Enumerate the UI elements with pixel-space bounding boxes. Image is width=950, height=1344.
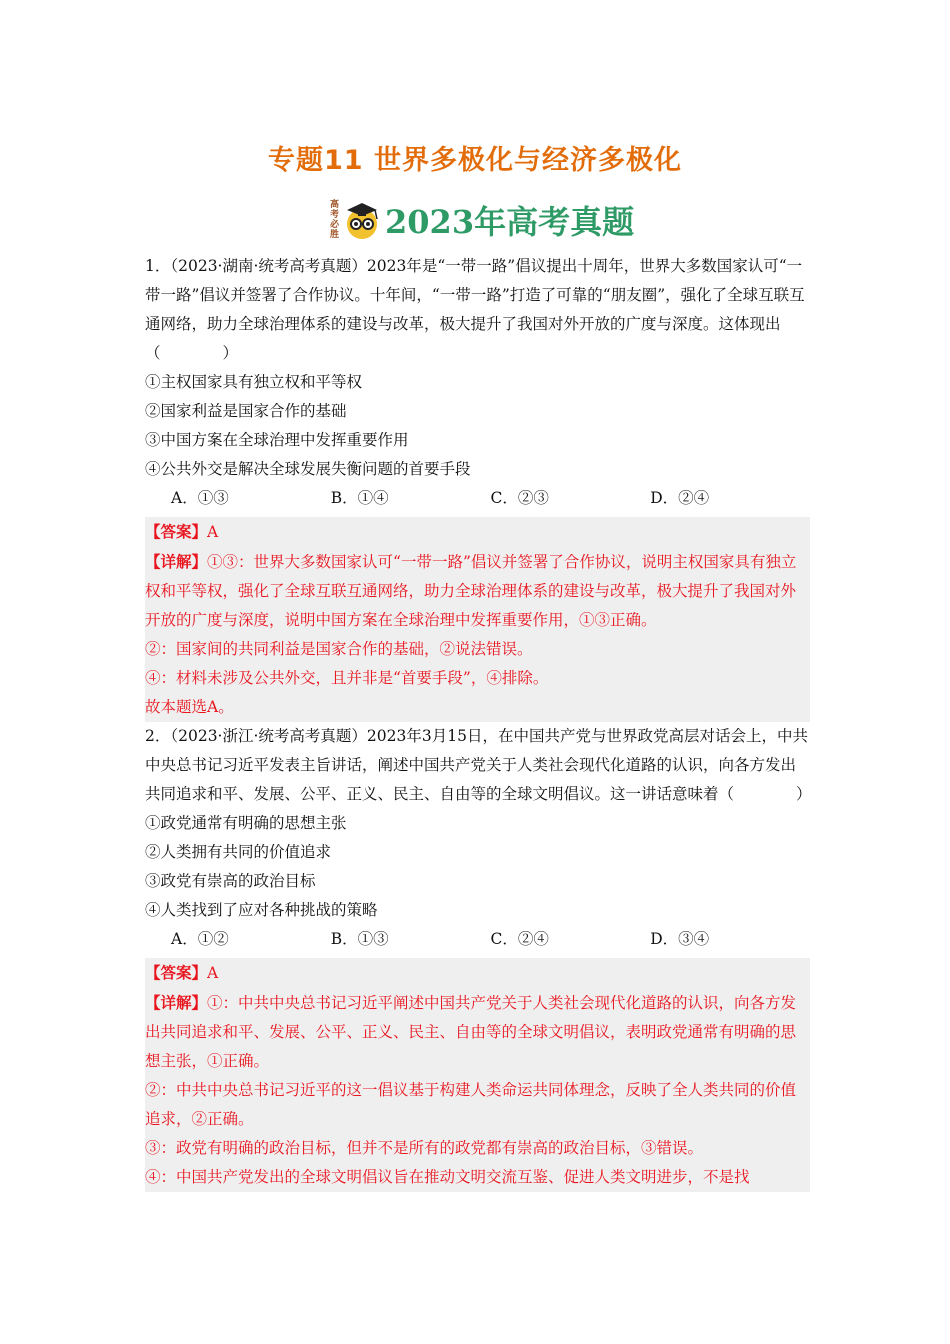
question-1	[145, 252, 810, 722]
statement-option: ②人类拥有共同的价值追求	[145, 843, 332, 861]
statement-option: ③政党有崇高的政治目标	[145, 872, 316, 890]
choice-d: D．③④	[650, 930, 710, 948]
explanation-text: ③：政党有明确的政治目标，但并不是所有的政党都有崇高的政治目标，③错误。	[145, 1139, 704, 1157]
answer-label: 【答案】	[145, 963, 208, 982]
explanation-label: 【详解】	[145, 552, 208, 571]
explanation-line	[145, 547, 810, 635]
exam-banner	[330, 196, 634, 244]
answer-choices	[145, 484, 810, 513]
explanation-text: 故本题选A。	[145, 698, 234, 716]
choice-a: A．①②	[171, 930, 229, 948]
choice-c: C．②④	[490, 930, 549, 948]
choice-b: B．①③	[330, 930, 389, 948]
question-2	[145, 722, 810, 1192]
document-title: 专题11 世界多极化与经济多极化	[268, 145, 682, 176]
explanation-line	[145, 988, 810, 1076]
explanation-text: ①：中共中央总书记习近平阐述中国共产党关于人类社会现代化道路的认识，向各方发出共同追求和平、发展、公平、正义、民主、自由等的全球文明倡议，表明政党通常有明确的思想主张，①正确。	[145, 994, 797, 1070]
answer-line	[145, 958, 810, 988]
statement-option: ①主权国家具有独立权和平等权	[145, 373, 363, 391]
statement-option: ②国家利益是国家合作的基础	[145, 402, 347, 420]
statement-option: ④公共外交是解决全球发展失衡问题的首要手段	[145, 460, 471, 478]
answer-line	[145, 517, 810, 547]
answer-choices	[145, 925, 810, 954]
explanation-text: ②：国家间的共同利益是国家合作的基础，②说法错误。	[145, 640, 533, 658]
statement-option: ①政党通常有明确的思想主张	[145, 814, 347, 832]
choice-d: D．②④	[650, 489, 710, 507]
question-stem: 2．（2023·浙江·统考高考真题）2023年3月15日，在中国共产党与世界政党高层对话会上，中共中央总书记习近平发表主旨讲话，阐述中国共产党关于人类社会现代化道路的认识，向各方发出共同追求和平、发展、公平、正义、民主、自由等的全球文明倡议。这一讲话意味着（ ）	[145, 727, 812, 803]
question-stem: 1．（2023·湖南·统考高考真题）2023年是“一带一路”倡议提出十周年，世界大多数国家认可“一带一路”倡议并签署了合作协议。十年间，“一带一路”打造了可靠的“朋友圈”，强化了全球互联互通网络，助力全球治理体系的建设与改革，极大提升了我国对外开放的广度与深度。这体现出（ ）	[145, 257, 805, 362]
answer-value: A	[207, 964, 219, 982]
banner-heading: 2023年高考真题	[385, 203, 635, 241]
statement-option: ④人类找到了应对各种挑战的策略	[145, 901, 378, 919]
explanation-label: 【详解】	[145, 993, 208, 1012]
statement-option: ③中国方案在全球治理中发挥重要作用	[145, 431, 409, 449]
explanation-text: ④：材料未涉及公共外交，且并非是“首要手段”，④排除。	[145, 669, 549, 687]
owl-mascot-icon	[341, 199, 383, 241]
answer-label: 【答案】	[145, 522, 208, 541]
answer-value: A	[207, 523, 219, 541]
explanation-text: ①③：世界大多数国家认可“一带一路”倡议并签署了合作协议，说明主权国家具有独立权和平等权，强化了全球互联互通网络，助力全球治理体系的建设与改革，极大提升了我国对外开放的广度与深度，说明中国方案在全球治理中发挥重要作用，①③正确。	[145, 553, 797, 629]
banner-side-text: 高 考 必 胜	[330, 200, 340, 240]
answer-section	[145, 958, 810, 1192]
question-list	[145, 252, 810, 1192]
choice-c: C．②③	[490, 489, 549, 507]
explanation-text: ④：中国共产党发出的全球文明倡议旨在推动文明交流互鉴、促进人类文明进步，不是找	[145, 1168, 750, 1186]
explanation-text: ②：中共中央总书记习近平的这一倡议基于构建人类命运共同体理念，反映了全人类共同的价值追求，②正确。	[145, 1081, 797, 1128]
answer-section	[145, 517, 810, 722]
choice-a: A．①③	[171, 489, 229, 507]
choice-b: B．①④	[330, 489, 389, 507]
